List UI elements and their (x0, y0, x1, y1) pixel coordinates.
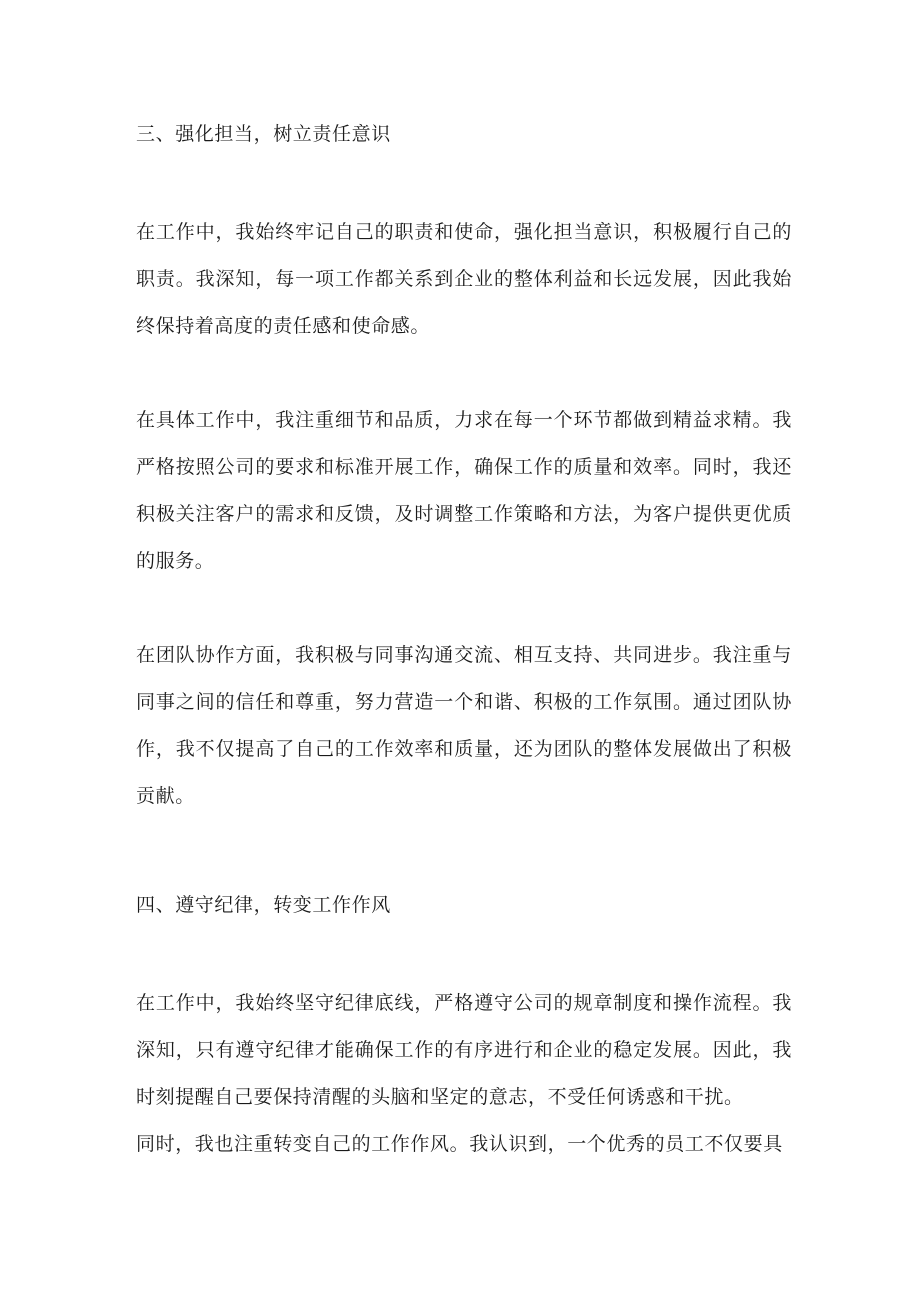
section-heading-4: 四、遵守纪律，转变工作作风 (136, 894, 391, 916)
paragraph-discipline: 在工作中，我始终坚守纪律底线，严格遵守公司的规章制度和操作流程。我深知，只有遵守纪律才能确保工作的有序进行和企业的稳定发展。因此，我时刻提醒自己要保持清醒的头脑和坚定的意志，不受任何诱惑和干扰。 (136, 992, 792, 1108)
paragraph-responsibility: 在工作中，我始终牢记自己的职责和使命，强化担当意识，积极履行自己的职责。我深知，每一项工作都关系到企业的整体利益和长远发展，因此我始终保持着高度的责任感和使命感。 (136, 221, 792, 337)
paragraph-work-style: 同时，我也注重转变自己的工作作风。我认识到，一个优秀的员工不仅要具 (136, 1133, 783, 1155)
paragraph-teamwork: 在团队协作方面，我积极与同事沟通交流、相互支持、共同进步。我注重与同事之间的信任和尊重，努力营造一个和谐、积极的工作氛围。通过团队协作，我不仅提高了自己的工作效率和质量，还为团队的整体发展做出了积极贡献。 (136, 644, 792, 807)
section-heading-3: 三、强化担当，树立责任意识 (136, 123, 391, 145)
paragraph-work-details: 在具体工作中，我注重细节和品质，力求在每一个环节都做到精益求精。我严格按照公司的要求和标准开展工作，确保工作的质量和效率。同时，我还积极关注客户的需求和反馈，及时调整工作策略和方法，为客户提供更优质的服务。 (136, 409, 792, 572)
